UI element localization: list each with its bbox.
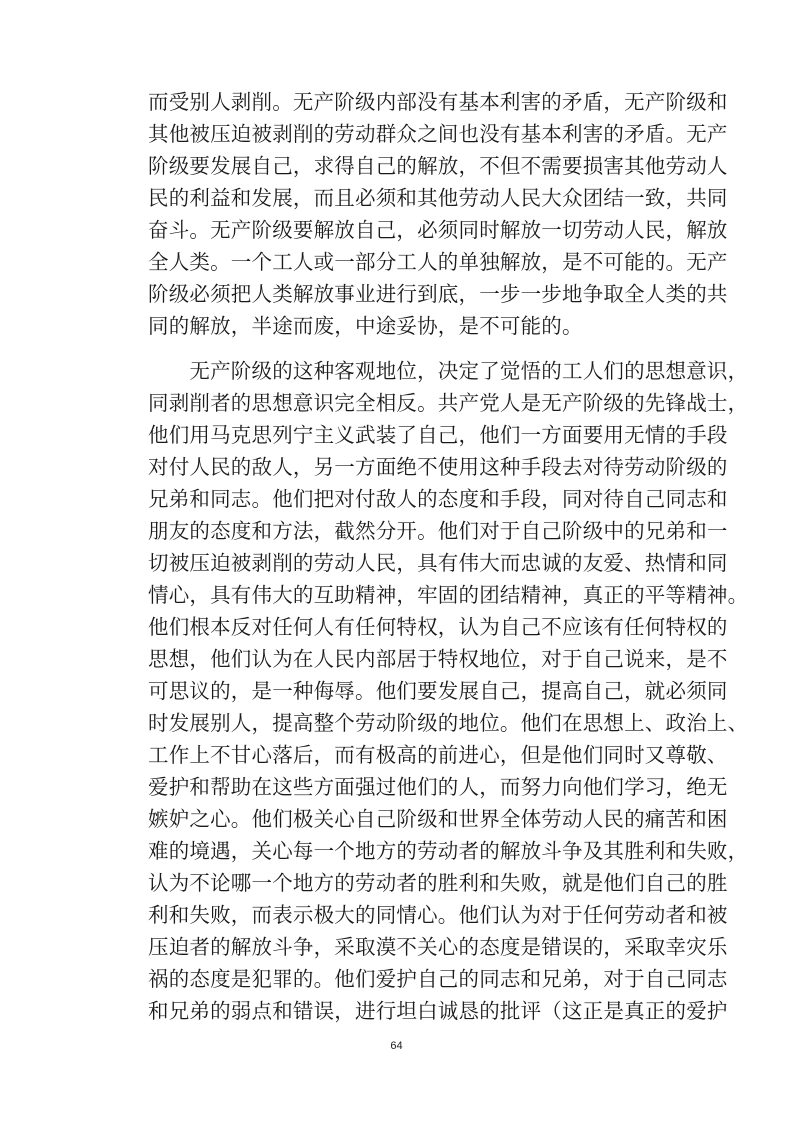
text-line: 其他被压迫被剥削的劳动群众之间也没有基本利害的矛盾。无产 <box>148 122 728 146</box>
text-line: 利和失败，而表示极大的同情心。他们认为对于任何劳动者和被 <box>148 903 728 927</box>
text-line: 难的境遇，关心每一个地方的劳动者的解放斗争及其胜利和失败， <box>148 839 749 863</box>
text-line: 可思议的，是一种侮辱。他们要发展自己，提高自己，就必须同 <box>148 679 728 703</box>
text-line: 压迫者的解放斗争，采取漠不关心的态度是错误的，采取幸灾乐 <box>148 935 728 959</box>
text-line: 朋友的态度和方法，截然分开。他们对于自己阶级中的兄弟和一 <box>148 519 728 543</box>
text-line: 兄弟和同志。他们把对付敌人的态度和手段，同对待自己同志和 <box>148 487 728 511</box>
text-line: 民的利益和发展，而且必须和其他劳动人民大众团结一致，共同 <box>148 186 728 210</box>
text-line: 他们根本反对任何人有任何特权，认为自己不应该有任何特权的 <box>148 615 728 639</box>
text-line: 阶级必须把人类解放事业进行到底，一步一步地争取全人类的共 <box>148 282 728 306</box>
body-text <box>148 86 749 1027</box>
text-line: 对付人民的敌人，另一方面绝不使用这种手段去对待劳动阶级的 <box>148 455 728 479</box>
text-line: 全人类。一个工人或一部分工人的单独解放，是不可能的。无产 <box>148 250 728 274</box>
paragraph-1 <box>148 86 728 342</box>
text-line: 切被压迫被剥削的劳动人民，具有伟大而忠诚的友爱、热情和同 <box>148 551 728 575</box>
text-line: 他们用马克思列宁主义武装了自己，他们一方面要用无情的手段 <box>148 423 728 447</box>
page-number: 64 <box>390 1040 403 1052</box>
text-line: 爱护和帮助在这些方面强过他们的人，而努力向他们学习，绝无 <box>148 775 728 799</box>
text-line: 思想，他们认为在人民内部居于特权地位，对于自己说来，是不 <box>148 647 728 671</box>
text-line: 祸的态度是犯罪的。他们爱护自己的同志和兄弟，对于自己同志 <box>148 967 728 991</box>
text-line: 工作上不甘心落后，而有极高的前进心，但是他们同时又尊敬、 <box>148 743 728 767</box>
text-line: 阶级要发展自己，求得自己的解放，不但不需要损害其他劳动人 <box>148 154 728 178</box>
text-line: 时发展别人，提高整个劳动阶级的地位。他们在思想上、政治上、 <box>148 711 749 735</box>
text-line: 嫉妒之心。他们极关心自己阶级和世界全体劳动人民的痛苦和困 <box>148 807 728 831</box>
paragraph-2 <box>148 355 749 1027</box>
text-line: 奋斗。无产阶级要解放自己，必须同时解放一切劳动人民，解放 <box>148 218 728 242</box>
text-line: 认为不论哪一个地方的劳动者的胜利和失败，就是他们自己的胜 <box>148 871 728 895</box>
text-line: 而受别人剥削。无产阶级内部没有基本利害的矛盾，无产阶级和 <box>148 90 728 114</box>
text-line: 情心，具有伟大的互助精神，牢固的团结精神，真正的平等精神。 <box>148 583 749 607</box>
text-line: 同剥削者的思想意识完全相反。共产党人是无产阶级的先锋战士， <box>148 391 749 415</box>
text-line: 无产阶级的这种客观地位，决定了觉悟的工人们的思想意识， <box>148 359 749 383</box>
text-line: 和兄弟的弱点和错误，进行坦白诚恳的批评（这正是真正的爱护 <box>148 999 728 1023</box>
paragraph-gap <box>148 342 668 355</box>
text-line: 同的解放，半途而废，中途妥协，是不可能的。 <box>148 314 583 338</box>
